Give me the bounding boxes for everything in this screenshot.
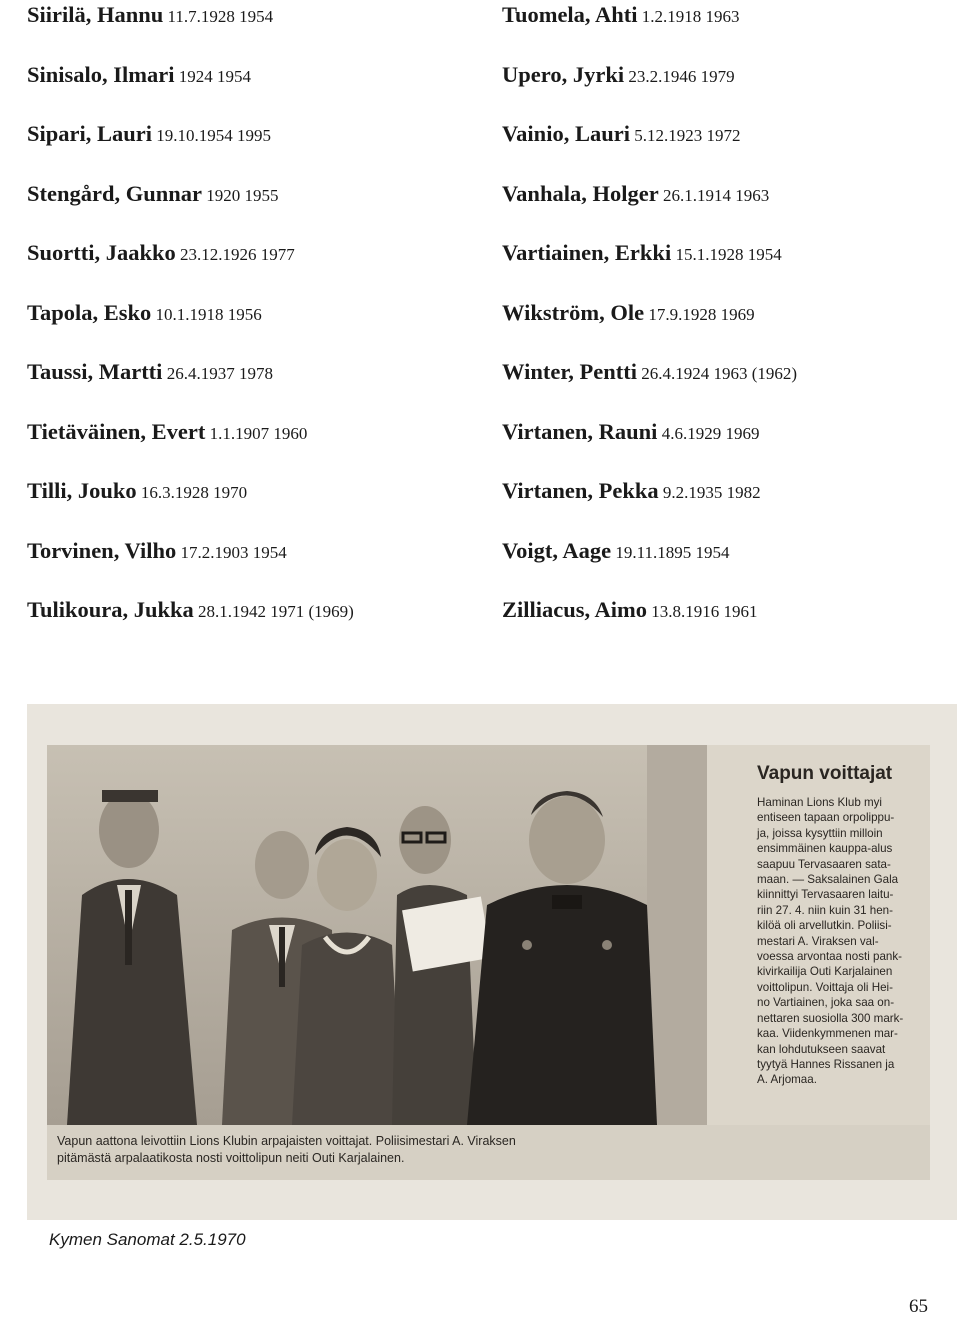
name-entry <box>27 62 251 90</box>
name-entry <box>27 419 307 447</box>
person-dates: 1924 1954 <box>178 66 252 86</box>
person-dates: 17.2.1903 1954 <box>180 542 287 562</box>
person-name: Sipari, Lauri <box>27 121 153 146</box>
name-entry <box>502 597 758 625</box>
person-dates: 5.12.1923 1972 <box>634 126 741 145</box>
person-dates: 23.12.1926 1977 <box>180 245 295 264</box>
person-name: Zilliacus, Aimo <box>502 597 648 622</box>
page-number: 65 <box>909 1296 928 1317</box>
photo-caption <box>57 1133 927 1167</box>
person-name: Virtanen, Rauni <box>502 418 658 444</box>
name-entry <box>27 359 273 387</box>
person-name: Tuomela, Ahti <box>502 2 638 27</box>
person-name: Tilli, Jouko <box>27 478 137 503</box>
name-entry <box>27 2 273 30</box>
person-dates: 19.10.1954 1995 <box>156 126 272 145</box>
person-dates: 16.3.1928 1970 <box>140 483 248 502</box>
article-title: Vapun voittajat <box>757 763 893 784</box>
person-name: Vanhala, Holger <box>502 180 659 206</box>
person-name: Vartiainen, Erkki <box>502 240 672 265</box>
person-name: Stengård, Gunnar <box>27 180 203 206</box>
caption-line: pitämästä arpalaatikosta nosti voittolipun neiti Outi Karjalainen. <box>57 1151 405 1165</box>
name-entry <box>502 478 761 506</box>
newspaper-photo-icon <box>47 745 707 1125</box>
newspaper-clipping <box>47 745 930 1180</box>
person-name: Suortti, Jaakko <box>27 240 176 265</box>
person-dates: 26.1.1914 1963 <box>662 185 770 205</box>
person-dates: 15.1.1928 1954 <box>675 245 782 264</box>
name-entry <box>27 597 354 625</box>
person-name: Tapola, Esko <box>27 299 152 325</box>
name-entry <box>502 62 735 90</box>
person-dates: 4.6.1929 1969 <box>661 423 760 443</box>
person-dates: 1920 1955 <box>206 185 279 205</box>
person-dates: 13.8.1916 1961 <box>651 602 758 621</box>
person-dates: 26.4.1937 1978 <box>166 364 273 383</box>
article-column <box>707 745 930 1125</box>
name-entry <box>27 181 279 209</box>
name-entry <box>27 538 287 566</box>
person-name: Voigt, Aage <box>502 537 612 563</box>
person-dates: 26.4.1924 1963 (1962) <box>641 364 798 383</box>
person-dates: 17.9.1928 1969 <box>648 304 755 324</box>
person-name: Tulikoura, Jukka <box>27 597 194 622</box>
caption-line: Vapun aattona leivottiin Lions Klubin arpajaisten voittajat. Poliisimestari A. Viraksen <box>57 1134 516 1148</box>
name-entry <box>502 2 739 30</box>
name-entry <box>27 121 271 149</box>
person-name: Virtanen, Pekka <box>502 478 659 503</box>
person-dates: 28.1.1942 1971 (1969) <box>198 602 354 621</box>
name-entry <box>27 300 262 328</box>
person-dates: 1.1.1907 1960 <box>209 423 308 443</box>
name-entry <box>27 478 247 506</box>
person-name: Wikström, Ole <box>502 299 645 325</box>
person-name: Winter, Pentti <box>502 359 637 384</box>
person-dates: 1.2.1918 1963 <box>641 7 740 26</box>
person-dates: 11.7.1928 1954 <box>167 7 274 26</box>
name-entry <box>502 538 730 566</box>
person-dates: 9.2.1935 1982 <box>662 483 761 502</box>
name-entry <box>502 300 755 328</box>
name-entry <box>502 121 740 149</box>
person-dates: 23.2.1946 1979 <box>628 66 735 86</box>
person-name: Taussi, Martti <box>27 359 163 384</box>
name-entry <box>502 181 769 209</box>
person-name: Torvinen, Vilho <box>27 537 177 563</box>
person-dates: 10.1.1918 1956 <box>155 304 262 324</box>
person-name: Upero, Jyrki <box>502 61 625 87</box>
person-name: Vainio, Lauri <box>502 121 630 146</box>
source-citation: Kymen Sanomat 2.5.1970 <box>49 1230 246 1249</box>
person-name: Tietäväinen, Evert <box>27 418 206 444</box>
name-entry <box>27 240 295 268</box>
person-name: Sinisalo, Ilmari <box>27 61 175 87</box>
person-name: Siirilä, Hannu <box>27 2 164 27</box>
name-entry <box>502 240 782 268</box>
name-entry <box>502 359 797 387</box>
person-dates: 19.11.1895 1954 <box>615 542 730 562</box>
name-entry <box>502 419 759 447</box>
article-body: Haminan Lions Klub myi entiseen tapaan orpolippu- ja, joissa kysyttiin milloin ensimmäinen kauppa-alus saapuu Tervasaaren sata- maan. — Saksalainen Gala kiinnittyi Tervasaaren laitu- riin 27. 4. niin kuin 31 hen- kilöä oli arvellutkin. Poliisi- mestari A. Viraksen val- voessa arvontaa nosti pank- kivirkailija Outi Karjalainen voittolipun. Voittaja oli Hei- no Vartiainen, joka saa on- nettaren suosiolla 300 mark- kaa. Viidenkymmenen mar- kan lohdutukseen saavat tyytyä Hannes Rissanen ja A. Arjomaa. <box>757 796 904 1087</box>
